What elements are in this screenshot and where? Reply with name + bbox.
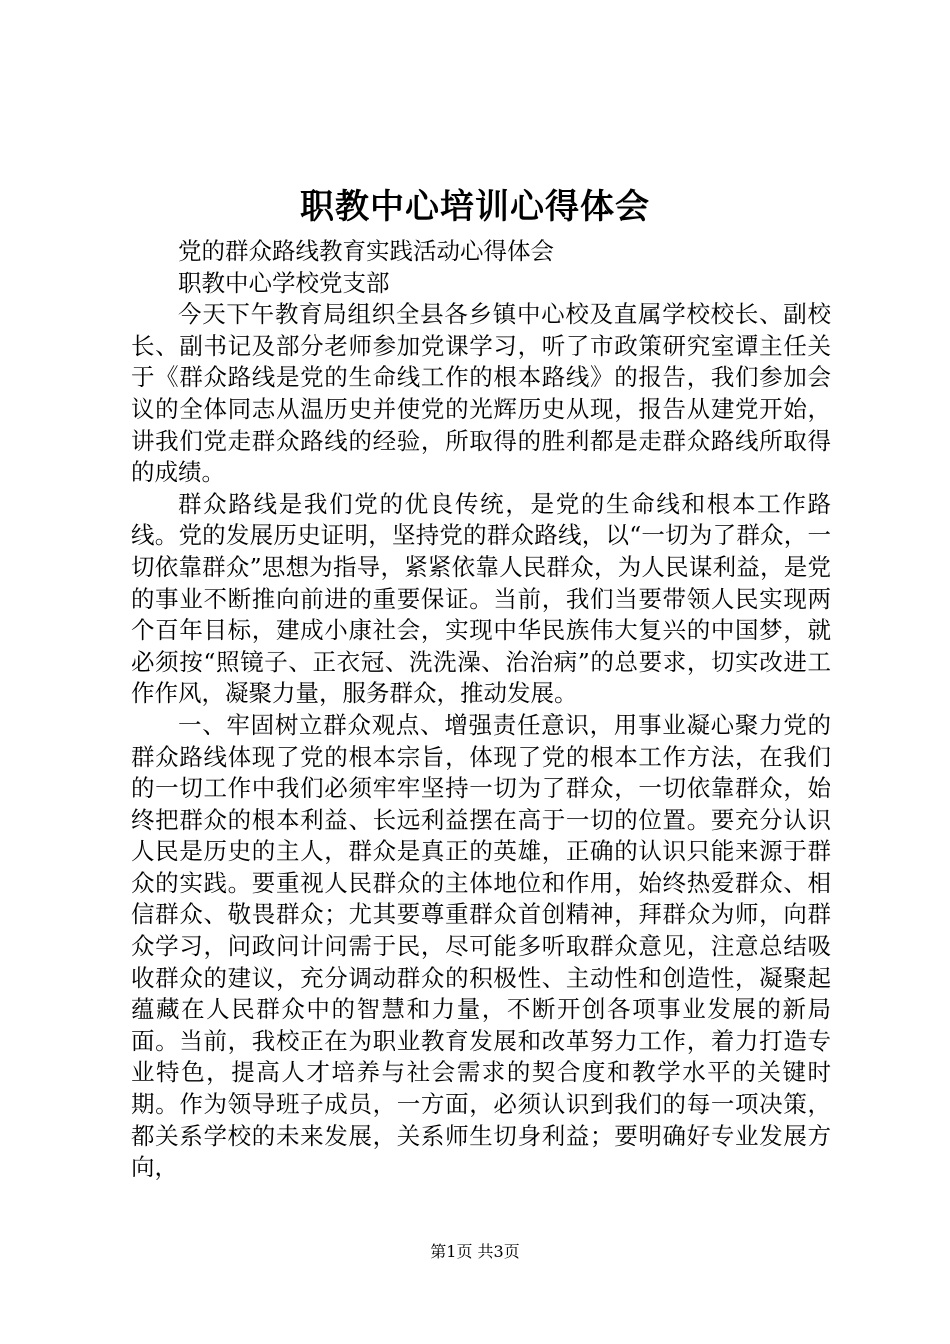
body-paragraph: 群众路线是我们党的优良传统，是党的生命线和根本工作路线。党的发展历史证明，坚持党的群众路线，以“一切为了群众，一切依靠群众”思想为指导，紧紧依靠人民群众，为人民谋利益，是党的事业不断推向前进的重要保证。当前，我们当要带领人民实现两个百年目标，建成小康社会，实现中华民族伟大复兴的中国梦，就必须按“照镜子、正衣冠、洗洗澡、治治病”的总要求，切实改进工作作风，凝聚力量，服务群众，推动发展。 (131, 489, 831, 708)
subtitle-paragraph: 党的群众路线教育实践活动心得体会 (178, 237, 554, 265)
document-title: 职教中心培训心得体会 (300, 187, 650, 227)
body-paragraph: 今天下午教育局组织全县各乡镇中心校及直属学校校长、副校长、副书记及部分老师参加党课学习，听了市政策研究室谭主任关于《群众路线是党的生命线工作的根本路线》的报告，我们参加会议的全体同志从温历史并使党的光辉历史从现，报告从建党开始，讲我们党走群众路线的经验，所取得的胜利都是走群众路线所取得的成绩。 (131, 300, 831, 487)
page-number-footer: 第1页 共3页 (430, 1242, 520, 1261)
body-paragraph: 一、牢固树立群众观点、增强责任意识，用事业凝心聚力党的群众路线体现了党的根本宗旨，体现了党的根本工作方法，在我们的一切工作中我们必须牢牢坚持一切为了群众，一切依靠群众，始终把群众的根本利益、长远利益摆在高于一切的位置。要充分认识人民是历史的主人，群众是真正的英雄，正确的认识只能来源于群众的实践。要重视人民群众的主体地位和作用，始终热爱群众、相信群众、敬畏群众；尤其要尊重群众首创精神，拜群众为师，向群众学习，问政问计问需于民，尽可能多听取群众意见，注意总结吸收群众的建议，充分调动群众的积极性、主动性和创造性，凝聚起蕴藏在人民群众中的智慧和力量，不断开创各项事业发展的新局面。当前，我校正在为职业教育发展和改革努力工作，着力打造专业特色，提高人才培养与社会需求的契合度和教学水平的关键时期。作为领导班子成员，一方面，必须认识到我们的每一项决策，都关系学校的未来发展，关系师生切身利益；要明确好专业发展方向， (131, 710, 831, 1182)
document-body (131, 236, 831, 1184)
author-paragraph: 职教中心学校党支部 (178, 268, 390, 297)
